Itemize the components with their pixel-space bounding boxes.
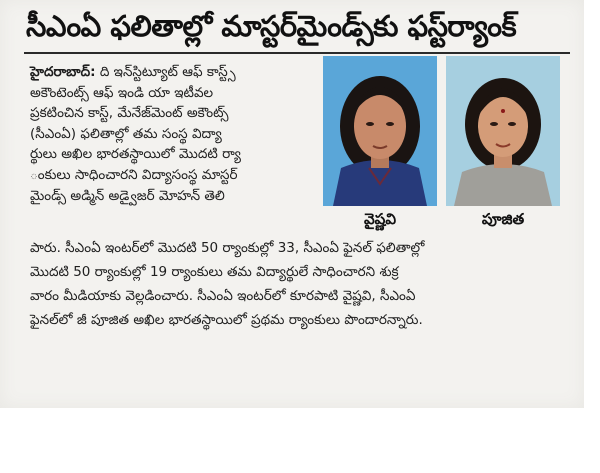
headline: సీఎంఏ ఫలితాల్లో మాస్టర్‌మైండ్స్‌కు ఫస్ట్‌ర్యాంక్: [26, 9, 517, 43]
dateline: హైదరాబాద్‌:: [30, 64, 96, 80]
headline-divider: [24, 52, 570, 54]
body-line-3: ప్రకటించిన కాస్ట్‌, మేనేజ్‌మెంట్‌ అకౌంట్స్‌: [30, 105, 229, 122]
body-line-7: మైండ్స్‌ అడ్మిన్‌ అడ్వైజర్‌ మోహన్‌ తెలి: [30, 187, 225, 204]
body-line-6: ంకులు సాధించారని విద్యాసంస్థ మాస్టర్‌: [30, 167, 238, 183]
body-line-9: మొదటి 50 ర్యాంకుల్లో 19 ర్యాంకులు తమ విద్యార్థులే సాధించారని శుక్ర: [30, 264, 399, 280]
body-line-8: పారు. సీఎంఏ ఇంటర్‌లో మొదటి 50 ర్యాంకుల్లో 33, సీఎంఏ ఫైనల్‌ ఫలితాల్లో: [30, 240, 425, 256]
portrait-photo-poojitha: [446, 56, 560, 206]
body-line-1-text: ది ఇన్‌స్టిట్యూట్‌ ఆఫ్‌ కాస్ట్స్‌: [99, 64, 236, 80]
body-line-11: ఫైనల్‌లో జీ పూజిత అఖిల భారతస్థాయిలో ప్రథమ ర్యాంకులు పొందారన్నారు.: [30, 312, 423, 328]
portrait-photo-vaishnavi: [323, 56, 437, 206]
portrait-vaishnavi-image: [323, 56, 437, 206]
body-line-10: వారం మీడియాకు వెల్లడించారు. సీఎంఏ ఇంటర్‌లో కూరపాటి వైష్ణవి, సీఎంఏ: [30, 288, 416, 304]
photo-caption-poojitha: పూజిత: [481, 210, 525, 228]
body-line-5: ర్థులు అఖిల భారతస్థాయిలో మొదటి ర్యా: [30, 146, 241, 163]
portrait-poojitha-image: [446, 56, 560, 206]
body-line-1: [30, 62, 320, 83]
body-line-4: (సీఎంఏ) ఫలితాల్లో తమ సంస్థ విద్యా: [30, 125, 222, 142]
photo-caption-vaishnavi: వైష్ణవి: [363, 210, 397, 228]
body-line-2: అకౌంటెంట్స్‌ ఆఫ్‌ ఇండి యా ఇటీవల: [30, 84, 214, 101]
